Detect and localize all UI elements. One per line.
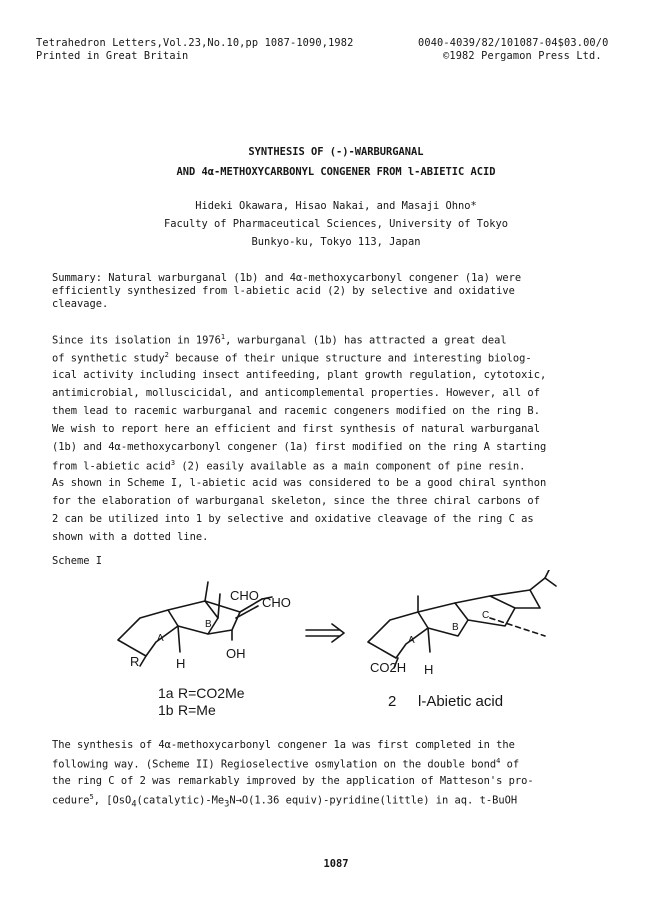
compound-2-name: l-Abietic acid [418, 693, 504, 710]
body-line: 2 can be utilized into 1 by selective and oxidative cleavage of the ring C as [52, 513, 534, 525]
body-line: Since its isolation in 1976$^1$, warburganal (1b) has attracted a great deal [52, 333, 507, 347]
body-line: As shown in Scheme I, l-abietic acid was considered to be a good chiral synthon [52, 477, 547, 489]
reaction-arrow [306, 624, 344, 642]
h-label: H [176, 656, 186, 671]
summary-line3: cleavage. [52, 298, 109, 310]
body-line: ical activity including insect antifeeding, plant growth regulation, cytotoxic, [52, 369, 547, 381]
body-line: the ring C of 2 was remarkably improved by the application of Matteson's pro- [52, 775, 534, 787]
body-line: antimicrobial, molluscicidal, and anticomplemental properties. However, all of [52, 387, 540, 399]
article-code: 0040-4039/82/101087-04$03.00/0 [418, 37, 609, 49]
body-line: from l-abietic acid$^3$ (2) easily available as a main component of pine resin. [52, 459, 526, 473]
body-line: (1b) and 4α-methoxycarbonyl congener (1a) first modified on the ring A starting [52, 441, 547, 453]
compound-1b-number: 1b [158, 702, 174, 718]
ref-1: 1 [220, 333, 226, 341]
compound-1a-number: 1a [158, 685, 174, 701]
scheme-label: Scheme I [52, 555, 103, 567]
body-line: them lead to racemic warburganal and racemic congeners modified on the ring B. [52, 405, 540, 417]
cleavage-dotted-line [490, 618, 545, 636]
body-line: We wish to report here an efficient and first synthesis of natural warburganal [52, 423, 540, 435]
ref-5: 5 [89, 793, 94, 801]
cho-right-label: CHO [262, 595, 291, 610]
copyright: ©1982 Pergamon Press Ltd. [443, 50, 602, 62]
printed-in: Printed in Great Britain [36, 50, 189, 62]
author-address: Bunkyo-ku, Tokyo 113, Japan [251, 236, 421, 248]
ring-a-label: A [157, 633, 164, 644]
summary-line1: Summary: Natural warburganal (1b) and 4α-methoxycarbonyl congener (1a) were [52, 272, 522, 284]
ring-c-label: C [482, 610, 490, 621]
ref-4: 4 [496, 757, 501, 765]
author-affiliation: Faculty of Pharmaceutical Sciences, University of Tokyo [163, 218, 509, 230]
body-line: cedure$^5$, [$OsO_4(catalytic)-Me_3N\to O(1.36$ equiv)-pyridine(little) in aq. t-BuOH [52, 793, 518, 810]
body-line: shown with a dotted line. [52, 531, 209, 543]
r-group-label: R [130, 654, 140, 669]
page-number: 1087 [323, 858, 349, 870]
compound-1b-desc: R=Me [178, 702, 216, 718]
oh-label: OH [226, 646, 246, 661]
ring-b-label: B [205, 619, 212, 630]
paper-title-line2: AND 4α-METHOXYCARBONYL CONGENER FROM l-ABIETIC ACID [176, 166, 496, 178]
h-label: H [424, 662, 434, 677]
body-line: of synthetic study$^2$ because of their unique structure and interesting biolog- [52, 351, 532, 365]
journal-citation: Tetrahedron Letters,Vol.23,No.10,pp 1087-1090,1982 [36, 37, 354, 49]
ring-a-label: A [408, 635, 415, 646]
scheme-1-figure [0, 570, 672, 730]
cho-top-label: CHO [230, 588, 259, 603]
co2h-label: CO2H [370, 660, 407, 675]
summary-line2: efficiently synthesized from l-abietic acid (2) by selective and oxidative [52, 285, 515, 297]
ref-3: 3 [170, 459, 176, 467]
compound-2-skeleton [368, 570, 556, 668]
body-line: following way. (Scheme II) Regioselective osmylation on the double bond$^4$ of [52, 757, 520, 771]
paper-title-line1: SYNTHESIS OF (-)-WARBURGANAL [248, 146, 424, 158]
author-names: Hideki Okawara, Hisao Nakai, and Masaji Ohno* [195, 200, 477, 212]
body-line: The synthesis of 4α-methoxycarbonyl congener 1a was first completed in the [52, 739, 515, 751]
body-line: for the elaboration of warburganal skeleton, since the three chiral carbons of [52, 495, 540, 507]
ring-b-label: B [452, 622, 459, 633]
compound-2-number: 2 [388, 693, 397, 710]
ref-2: 2 [164, 351, 169, 359]
compound-1a-desc: R=CO2Me [178, 685, 245, 701]
